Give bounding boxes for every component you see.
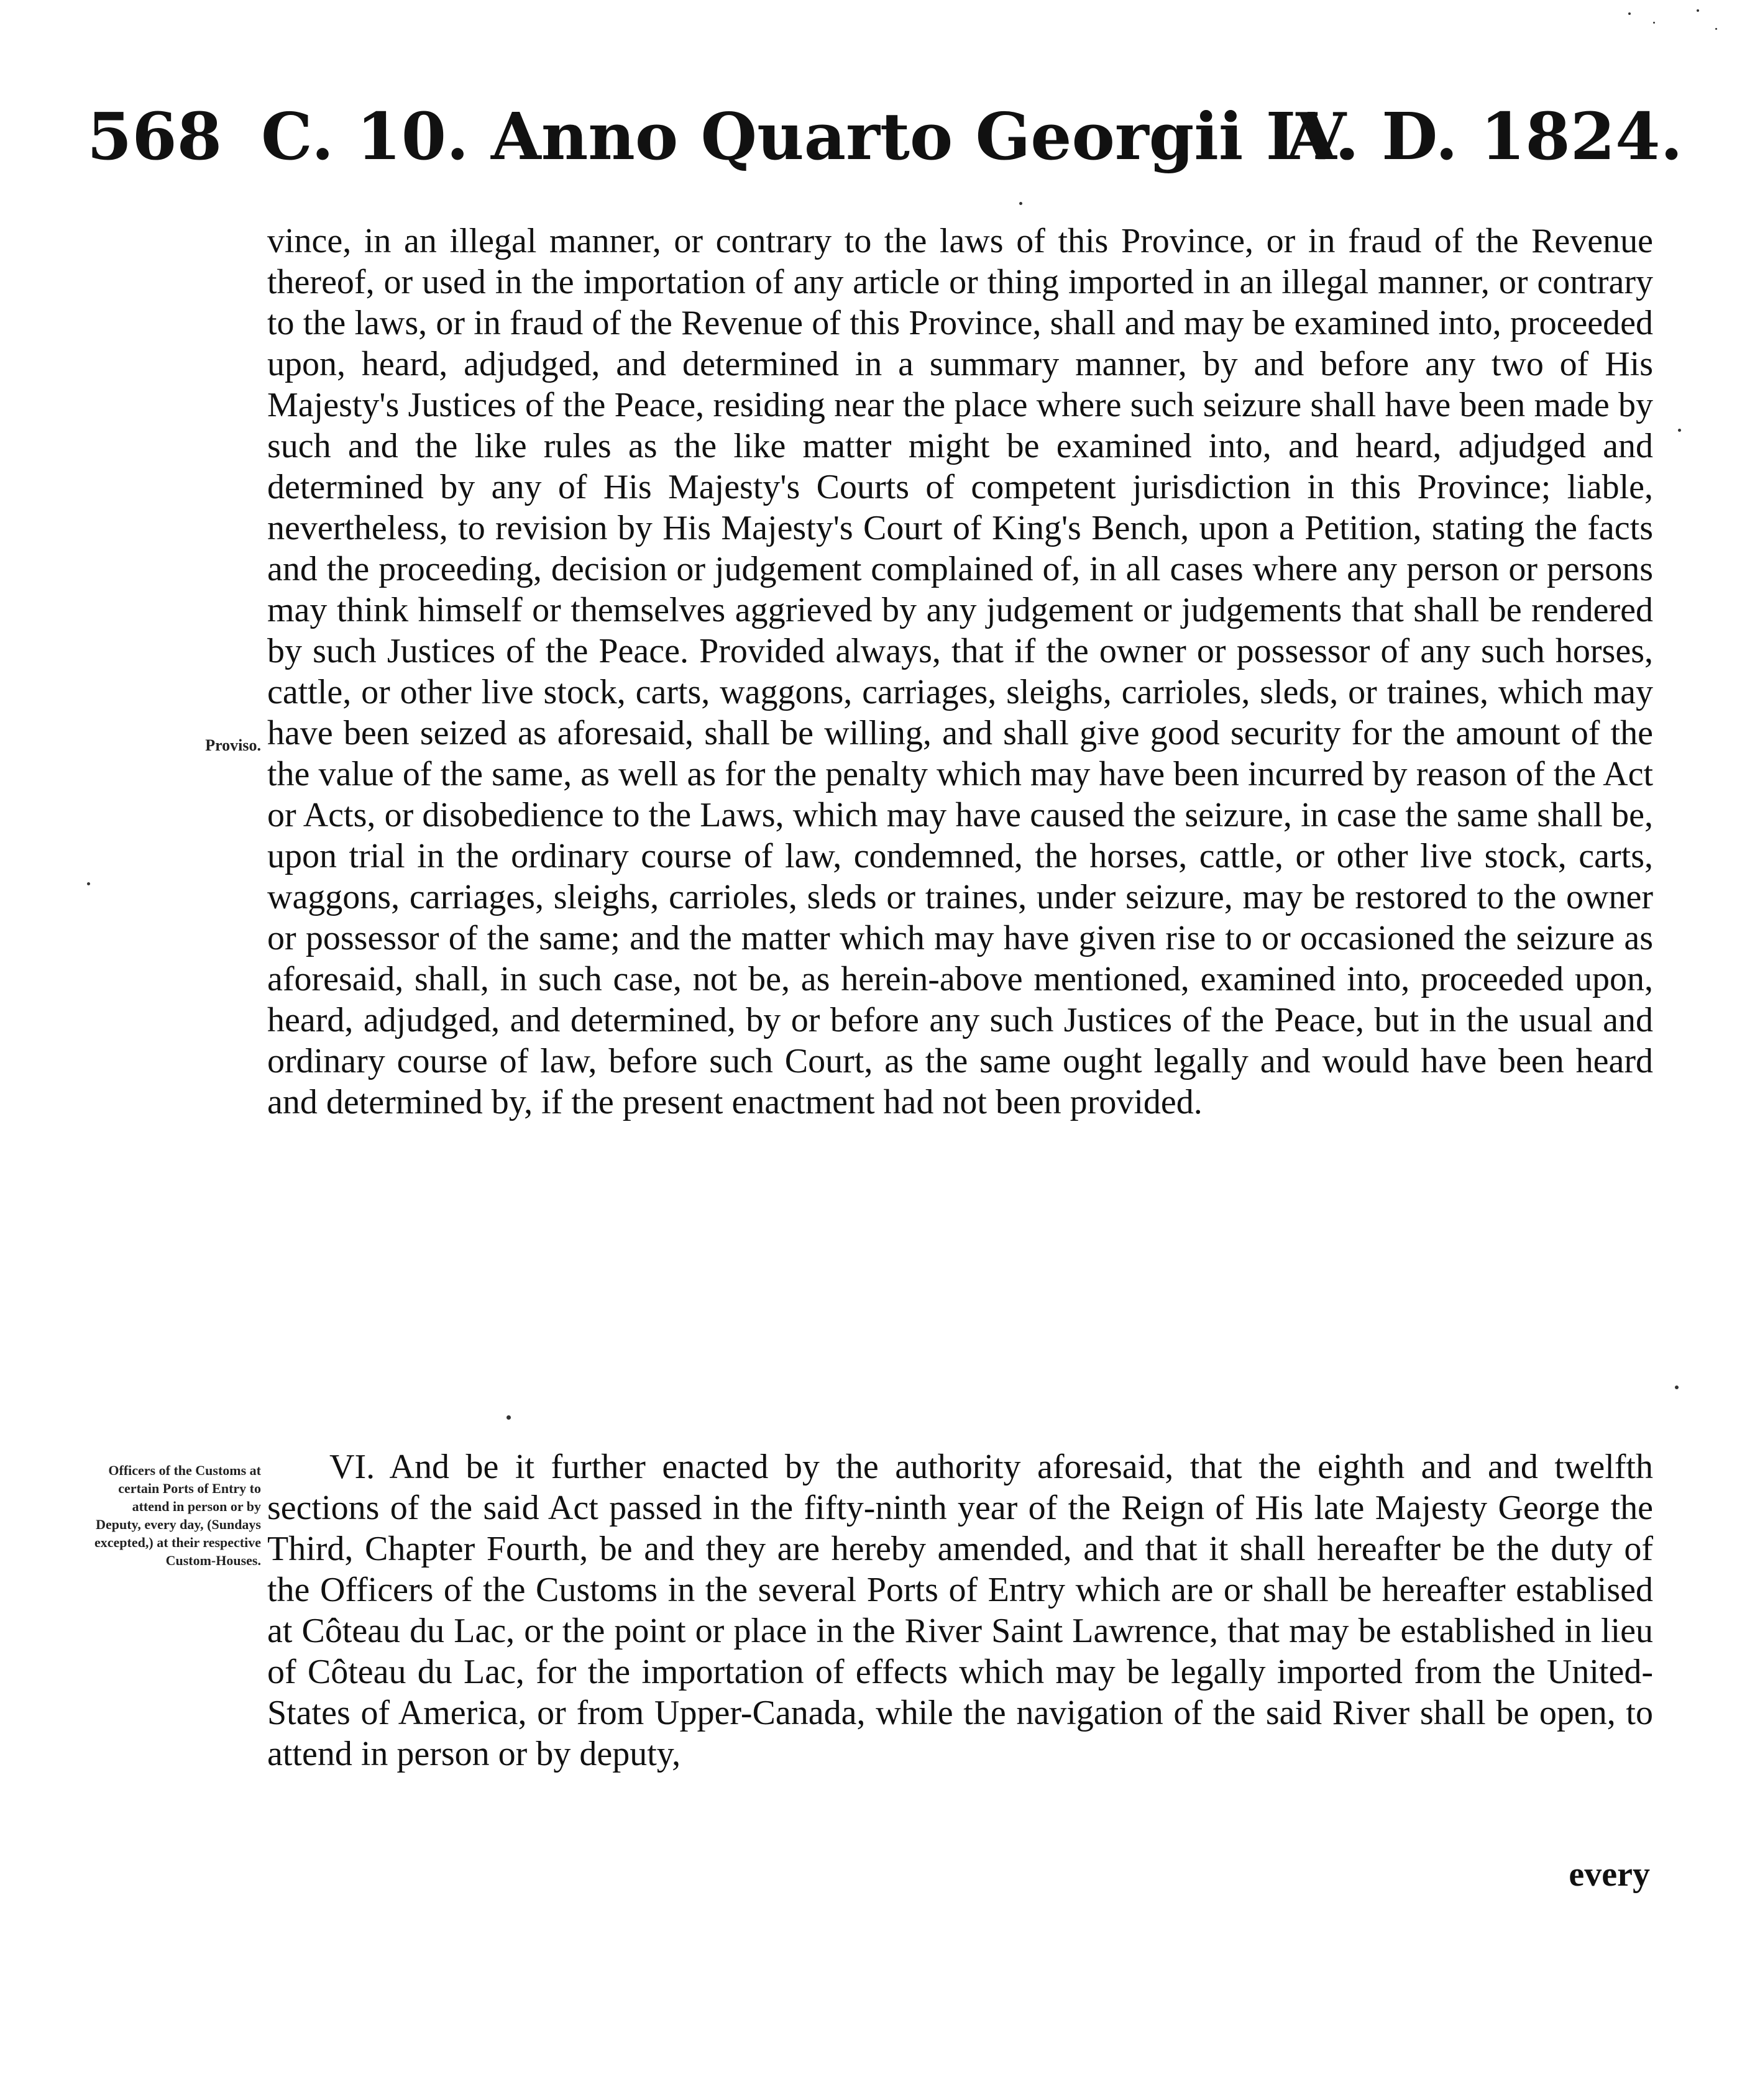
scan-speck — [506, 1415, 511, 1420]
scan-speck — [1019, 202, 1022, 205]
scan-speck — [1715, 28, 1717, 30]
year: A. D. 1824. — [1286, 98, 1683, 175]
session-title: Anno Quarto Georgii IV. — [491, 98, 1357, 175]
section-six-paragraph: VI. And be it further enacted by the authority aforesaid, that the eighth and and twelfth sections of the said Act passed in the fifty-ninth year of the Reign of His late Majesty George the Third, Chapter Fourth, be and they are hereby amended, and that it shall hereafter be the duty of the Officers of the Customs in the several Ports of Entry which are or shall be hereafter establised at Côteau du Lac, or the point or place in the River Saint Lawrence, that may be established in lieu of Côteau du Lac, for the importation of effects which may be legally imported from the United-States of America, or from Upper-Canada, while the navigation of the said River shall be open, to attend in person or by deputy, — [267, 1448, 1653, 1773]
scan-speck — [1653, 22, 1655, 24]
scan-speck — [1675, 1386, 1679, 1389]
scan-speck — [1697, 9, 1699, 12]
page-number: 568 — [87, 98, 222, 175]
catchword: every — [1569, 1855, 1650, 1894]
paragraph-continued: vince, in an illegal manner, or contrary to the laws of this Province, or in fraud of the Revenue thereof, or used in the importation of any article or thing imported in an illegal manner, or contrary to the laws, or in fraud of the Revenue of this Province, shall and may be examined into, proceeded upon, heard, adjudged, and determined in a summary manner, by and before any two of His Majesty's Justices of the Peace, residing near the place where such seizure shall have been made by such and the like rules as the like matter might be examined into, and heard, adjudged and determined by any of His Majesty's Courts of competent jurisdiction in this Province; liable, nevertheless, to revision by His Majesty's Court of King's Bench, upon a Petition, stating the facts and the proceeding, decision or judgement complained of, in all cases where any person or persons may think himself or themselves aggrieved by any judgement or judgements that shall be rendered by such Justices of the Peace. Provided always, that if the owner or possessor of any such horses, cattle, or other live stock, carts, waggons, carriages, sleighs, carrioles, sleds, or traines, which may have been seized as aforesaid, shall be willing, and shall give good security for the amount of the the value of the same, as well as for the penalty which may have been incurred by reason of the Act or Acts, or disobedience to the Laws, which may have caused the seizure, in case the same shall be, upon trial in the ordinary course of law, condemned, the horses, cattle, or other live stock, carts, waggons, carriages, sleighs, carrioles, sleds or traines, under seizure, may be restored to the owner or possessor of the same; and the matter which may have given rise to or occasioned the seizure as aforesaid, shall, in such case, not be, as herein-above mentioned, examined into, proceeded upon, heard, adjudged, and determined, by or before any such Justices of the Peace, but in the usual and ordinary course of law, before such Court, as the same ought legally and would have been heard and determined by, if the present enactment had not been provided. — [267, 222, 1653, 1121]
scan-speck — [1678, 429, 1681, 432]
sidenote-proviso: Proviso. — [205, 736, 261, 754]
sidenote-officers-of-customs: Officers of the Customs at certain Ports of Entry to attend in person or by Deputy, every day, (Sundays excepted,) at their respective Custom-Houses. — [94, 1463, 261, 1568]
scan-speck — [87, 882, 90, 885]
scan-speck — [1628, 12, 1631, 15]
running-header — [0, 93, 1737, 180]
chapter-number: C. 10. — [261, 98, 469, 175]
